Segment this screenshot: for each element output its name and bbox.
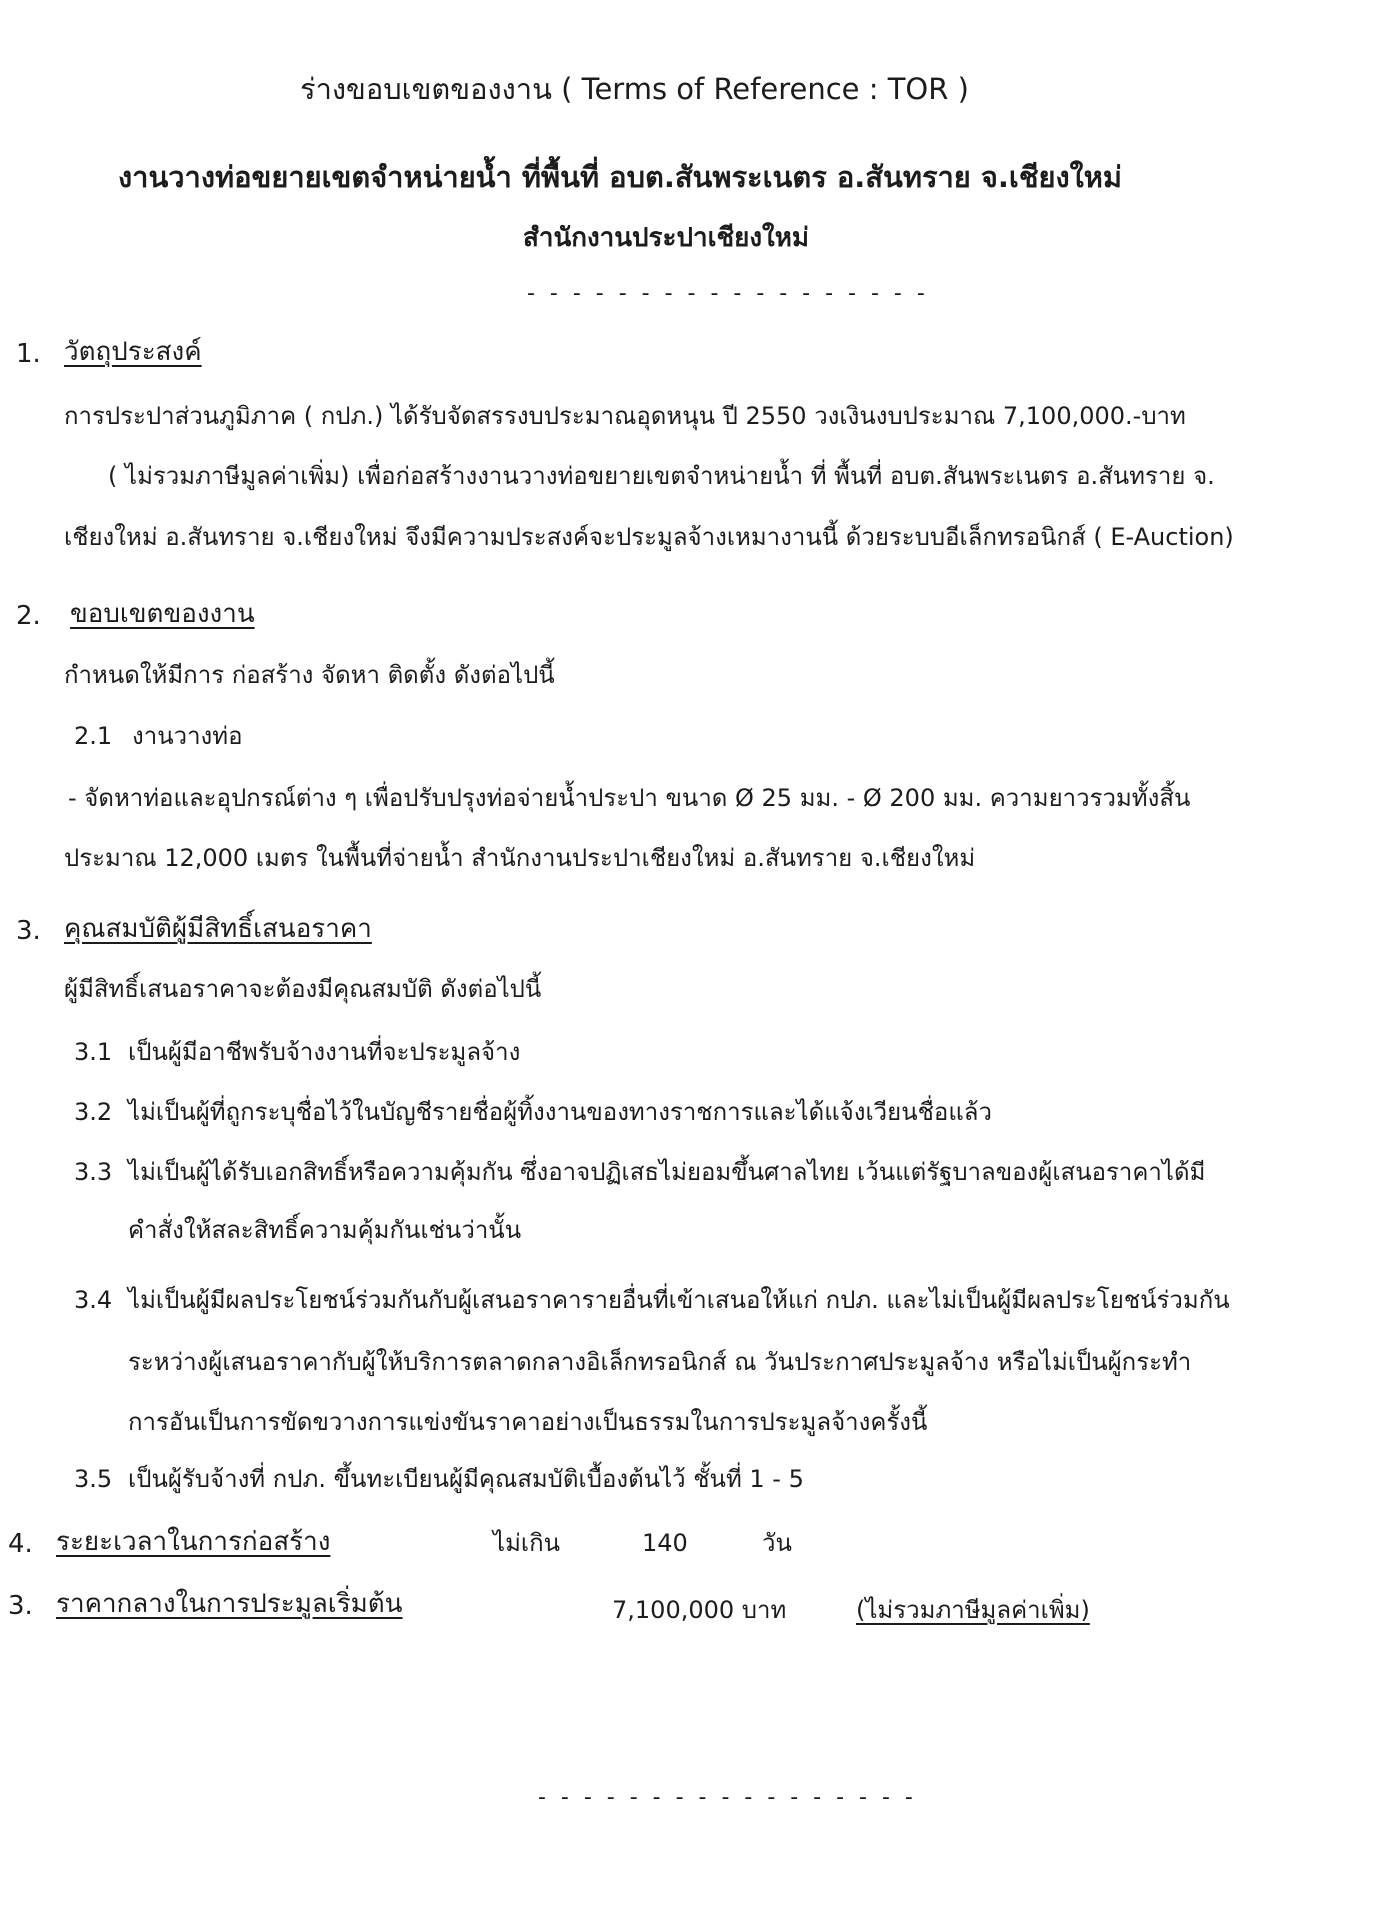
section-1-heading: วัตถุประสงค์ — [64, 337, 202, 367]
item-3-1-number: 3.1 — [74, 1038, 113, 1066]
header-divider: - - - - - - - - - - - - - - - - - - — [527, 281, 929, 306]
section-1-line-1: การประปาส่วนภูมิภาค ( กปภ.) ได้รับจัดสรรงบประมาณอุดหนุน ปี 2550 วงเงินงบประมาณ 7,100,000.-บาท — [64, 402, 1186, 430]
item-3-5-number: 3.5 — [74, 1465, 113, 1493]
section-2-line-1: - จัดหาท่อและอุปกรณ์ต่าง ๆ เพื่อปรับปรุงท่อจ่ายน้ำประปา ขนาด Ø 25 มม. - Ø 200 มม. ความยาวรวมทั้งสิ้น — [68, 784, 1191, 812]
item-3-4-line-1: ไม่เป็นผู้มีผลประโยชน์ร่วมกันกับผู้เสนอราคารายอื่นที่เข้าเสนอให้แก่ กปภ. และไม่เป็นผู้มีผลประโยชน์ร่วมกัน — [128, 1286, 1230, 1314]
section-1-number: 1. — [16, 339, 41, 369]
item-3-4-number: 3.4 — [74, 1286, 113, 1314]
section-2-number: 2. — [16, 601, 41, 631]
item-3-4-line-3: การอันเป็นการขัดขวางการแข่งขันราคาอย่างเป็นธรรมในการประมูลจ้างครั้งนี้ — [128, 1408, 928, 1436]
item-3-5-line-1: เป็นผู้รับจ้างที่ กปภ. ขึ้นทะเบียนผู้มีคุณสมบัติเบื้องต้นไว้ ชั้นที่ 1 - 5 — [128, 1465, 804, 1493]
section-2-1-number: 2.1 — [74, 722, 113, 750]
item-3-3-line-2: คำสั่งให้สละสิทธิ์ความคุ้มกันเช่นว่านั้น — [128, 1216, 522, 1244]
item-3-1-line-1: เป็นผู้มีอาชีพรับจ้างงานที่จะประมูลจ้าง — [128, 1038, 521, 1066]
section-4-number: 4. — [8, 1529, 33, 1559]
item-3-2-number: 3.2 — [74, 1098, 113, 1126]
section-5-amount: 7,100,000 บาท — [612, 1596, 787, 1624]
section-5-note: (ไม่รวมภาษีมูลค่าเพิ่ม) — [856, 1596, 1090, 1624]
document-title: ร่างขอบเขตของงาน ( Terms of Reference : TOR ) — [300, 72, 969, 106]
section-3-intro: ผู้มีสิทธิ์เสนอราคาจะต้องมีคุณสมบัติ ดังต่อไปนี้ — [64, 975, 542, 1003]
section-3-number: 3. — [16, 916, 41, 946]
section-1-line-3: เชียงใหม่ อ.สันทราย จ.เชียงใหม่ จึงมีความประสงค์จะประมูลจ้างเหมางานนี้ ด้วยระบบอีเล็กทรอนิกส์ ( E-Auction) — [64, 523, 1234, 551]
item-3-2-line-1: ไม่เป็นผู้ที่ถูกระบุชื่อไว้ในบัญชีรายชื่อผู้ทิ้งงานของทางราชการและได้แจ้งเวียนชื่อแล้ว — [128, 1098, 992, 1126]
section-2-line-2: ประมาณ 12,000 เมตร ในพื้นที่จ่ายน้ำ สำนักงานประปาเชียงใหม่ อ.สันทราย จ.เชียงใหม่ — [64, 844, 976, 872]
section-5-number: 3. — [8, 1591, 33, 1621]
footer-divider: - - - - - - - - - - - - - - - - - — [538, 1785, 917, 1810]
item-3-4-line-2: ระหว่างผู้เสนอราคากับผู้ให้บริการตลาดกลางอิเล็กทรอนิกส์ ณ วันประกาศประมูลจ้าง หรือไม่เป็นผู้กระทำ — [128, 1348, 1192, 1376]
section-4-limit: ไม่เกิน — [493, 1529, 561, 1557]
section-2-heading: ขอบเขตของงาน — [70, 599, 255, 629]
project-title: งานวางท่อขยายเขตจำหน่ายน้ำ ที่พื้นที่ อบต.สันพระเนตร อ.สันทราย จ.เชียงใหม่ — [118, 160, 1123, 194]
section-3-heading: คุณสมบัติผู้มีสิทธิ์เสนอราคา — [64, 914, 372, 944]
item-3-3-number: 3.3 — [74, 1158, 113, 1186]
item-3-3-line-1: ไม่เป็นผู้ได้รับเอกสิทธิ์หรือความคุ้มกัน ซึ่งอาจปฏิเสธไม่ยอมขึ้นศาลไทย เว้นแต่รัฐบาลของผู้เสนอราคาได้มี — [128, 1158, 1206, 1186]
section-5-heading: ราคากลางในการประมูลเริ่มต้น — [56, 1589, 403, 1619]
section-2-intro: กำหนดให้มีการ ก่อสร้าง จัดหา ติดตั้ง ดังต่อไปนี้ — [64, 661, 555, 689]
section-4-unit: วัน — [762, 1529, 792, 1557]
section-4-heading: ระยะเวลาในการก่อสร้าง — [56, 1527, 331, 1557]
section-4-days: 140 — [642, 1529, 688, 1557]
office-name: สำนักงานประปาเชียงใหม่ — [523, 223, 810, 253]
section-1-line-2: ( ไม่รวมภาษีมูลค่าเพิ่ม) เพื่อก่อสร้างงานวางท่อขยายเขตจำหน่ายน้ำ ที่ พื้นที่ อบต.สันพระเนตร อ.สันทราย จ. — [108, 462, 1215, 490]
section-2-1-title: งานวางท่อ — [132, 722, 243, 750]
